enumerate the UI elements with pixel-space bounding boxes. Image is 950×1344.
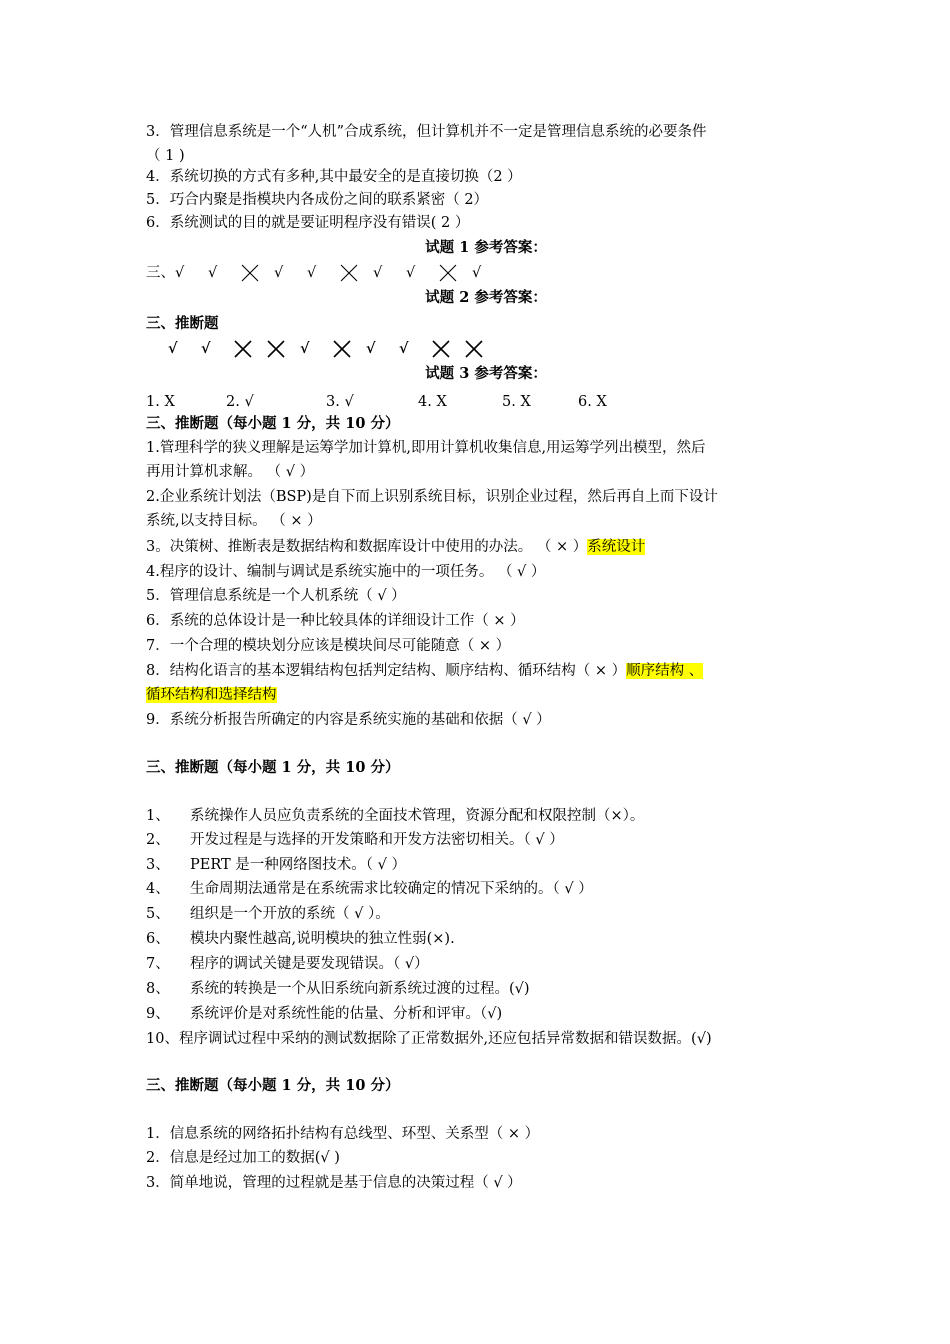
item-text: 系统操作人员应负责系统的全面技术管理，资源分配和权限控制（×）。 <box>190 808 645 824</box>
check-mark: √ <box>366 340 376 357</box>
item-text: 系统评价是对系统性能的估量、分析和评审。（√) <box>190 1006 503 1022</box>
check-mark: √ <box>406 265 416 281</box>
section-c-line: 2．信息是经过加工的数据(√ ) <box>146 1150 340 1166</box>
cross-icon <box>241 264 259 282</box>
check-mark: √ <box>472 265 482 281</box>
cross-icon <box>267 340 285 358</box>
answers-3-item: 4. X <box>418 394 447 410</box>
question-3-answer: （ 1 ) <box>146 148 185 164</box>
item-text: 系统的转换是一个从旧系统向新系统过渡的过程。(√) <box>190 981 530 997</box>
section-a-line: 9．系统分析报告所确定的内容是系统实施的基础和依据（ √ ） <box>146 712 551 728</box>
highlight-note: 顺序结构 、 <box>626 663 704 679</box>
section-b-title: 三、推断题（每小题 1 分，共 10 分） <box>146 759 400 776</box>
section-b-item <box>146 878 593 900</box>
section-a-line <box>146 684 277 706</box>
answers-3-item: 1. X <box>146 394 175 410</box>
section-b-item <box>146 829 564 851</box>
section-c-line: 3．简单地说，管理的过程就是基于信息的决策过程（ √ ） <box>146 1175 522 1191</box>
cross-icon <box>465 340 483 358</box>
item-text: 开发过程是与选择的开发策略和开发方法密切相关。（ √ ） <box>190 832 564 848</box>
highlight-note: 循环结构和选择结构 <box>146 687 277 703</box>
section-b-item <box>146 903 390 925</box>
check-mark: √ <box>168 340 178 357</box>
section-a-line: 再用计算机求解。 （ √ ） <box>146 464 315 480</box>
item-text: 生命周期法通常是在系统需求比较确定的情况下采纳的。（ √ ） <box>190 881 593 897</box>
answers-2-heading: 试题 2 参考答案： <box>425 289 547 306</box>
section-c-title: 三、推断题（每小题 1 分，共 10 分） <box>146 1077 400 1094</box>
cross-mark <box>234 338 267 360</box>
question-4-line: 4．系统切换的方式有多种,其中最安全的是直接切换（2 ） <box>146 169 522 185</box>
check-mark: √ <box>208 265 218 281</box>
answers-2-section: 三、推断题 <box>146 315 219 332</box>
cross-icon <box>333 340 351 358</box>
section-a-line <box>146 536 645 558</box>
section-a-line: 7．一个合理的模块划分应该是模块间尽可能随意（ × ） <box>146 638 511 654</box>
item-text: 组织是一个开放的系统（ √ ）。 <box>190 906 390 922</box>
question-3-line: 3．管理信息系统是一个“人机”合成系统，但计算机并不一定是管理信息系统的必要条件 <box>146 124 707 140</box>
section-b-item <box>146 928 455 950</box>
cross-mark <box>241 262 274 284</box>
section-b-item <box>146 1003 502 1025</box>
item-number: 5、 <box>146 906 170 922</box>
section-b-item <box>146 854 406 876</box>
section-a-line: 系统,以支持目标。 （ × ） <box>146 513 322 529</box>
section-a-line-text: 3。决策树、推断表是数据结构和数据库设计中使用的办法。 （ × ） <box>146 539 588 555</box>
question-5-line: 5．巧合内聚是指模块内各成份之间的联系紧密（ 2） <box>146 192 489 208</box>
answers-3-item: 2. √ <box>226 394 254 410</box>
answers-1-row <box>146 262 505 284</box>
section-a-line: 4.程序的设计、编制与调试是系统实施中的一项任务。 （ √ ） <box>146 564 546 580</box>
check-mark: √ <box>274 265 284 281</box>
answers-1-heading: 试题 1 参考答案： <box>425 239 547 256</box>
cross-icon <box>340 264 358 282</box>
answers-3-heading: 试题 3 参考答案： <box>425 365 547 382</box>
section-b-item <box>146 1028 712 1050</box>
cross-icon <box>439 264 457 282</box>
item-number: 7、 <box>146 956 170 972</box>
item-number: 8、 <box>146 981 170 997</box>
answers-3-item: 6. X <box>578 394 607 410</box>
item-text: 模块内聚性越高,说明模块的独立性弱(×). <box>190 931 455 947</box>
answers-3-item: 5. X <box>502 394 531 410</box>
item-number: 2、 <box>146 832 170 848</box>
cross-mark <box>465 338 498 360</box>
cross-mark <box>333 338 366 360</box>
item-text: 10、程序调试过程中采纳的测试数据除了正常数据外,还应包括异常数据和错误数据。(√) <box>146 1031 712 1047</box>
cross-mark <box>439 262 472 284</box>
cross-mark <box>267 338 300 360</box>
section-a-title: 三、推断题（每小题 1 分，共 10 分） <box>146 415 400 432</box>
check-mark: √ <box>175 265 185 281</box>
cross-icon <box>432 340 450 358</box>
highlight-note: 系统设计 <box>587 539 646 555</box>
section-a-line-text: 8．结构化语言的基本逻辑结构包括判定结构、顺序结构、循环结构（ × ） <box>146 663 627 679</box>
item-number: 3、 <box>146 857 170 873</box>
answers-3-item: 3. √ <box>326 394 354 410</box>
section-b-item <box>146 953 429 975</box>
section-a-line: 2.企业系统计划法（BSP)是自下而上识别系统目标，识别企业过程，然后再自上而下设计 <box>146 489 718 505</box>
section-a-line: 1.管理科学的狭义理解是运筹学加计算机,即用计算机收集信息,用运筹学列出模型，然后 <box>146 440 706 456</box>
answers-1-prefix: 三、 <box>146 265 175 281</box>
answers-3-row <box>146 391 638 413</box>
item-text: 程序的调试关键是要发现错误。（ √） <box>190 956 429 972</box>
cross-mark <box>340 262 373 284</box>
cross-mark <box>432 338 465 360</box>
item-number: 9、 <box>146 1006 170 1022</box>
answers-2-row <box>168 338 498 360</box>
question-6-line: 6．系统测试的目的就是要证明程序没有错误( 2 ） <box>146 215 470 231</box>
section-b-item <box>146 805 644 827</box>
cross-icon <box>234 340 252 358</box>
section-b-item <box>146 978 530 1000</box>
section-a-line <box>146 660 703 682</box>
item-number: 1、 <box>146 808 170 824</box>
section-c-line: 1．信息系统的网络拓扑结构有总线型、环型、关系型（ × ） <box>146 1126 540 1142</box>
answers-2-marks <box>168 338 498 360</box>
item-number: 6、 <box>146 931 170 947</box>
check-mark: √ <box>201 340 211 357</box>
section-a-line: 6．系统的总体设计是一种比较具体的详细设计工作（ × ） <box>146 613 525 629</box>
item-text: PERT 是一种网络图技术。（ √ ） <box>190 857 406 873</box>
check-mark: √ <box>373 265 383 281</box>
item-number: 4、 <box>146 881 170 897</box>
answers-1-marks <box>175 262 505 284</box>
check-mark: √ <box>300 340 310 357</box>
section-a-line: 5．管理信息系统是一个人机系统（ √ ） <box>146 588 406 604</box>
check-mark: √ <box>307 265 317 281</box>
check-mark: √ <box>399 340 409 357</box>
